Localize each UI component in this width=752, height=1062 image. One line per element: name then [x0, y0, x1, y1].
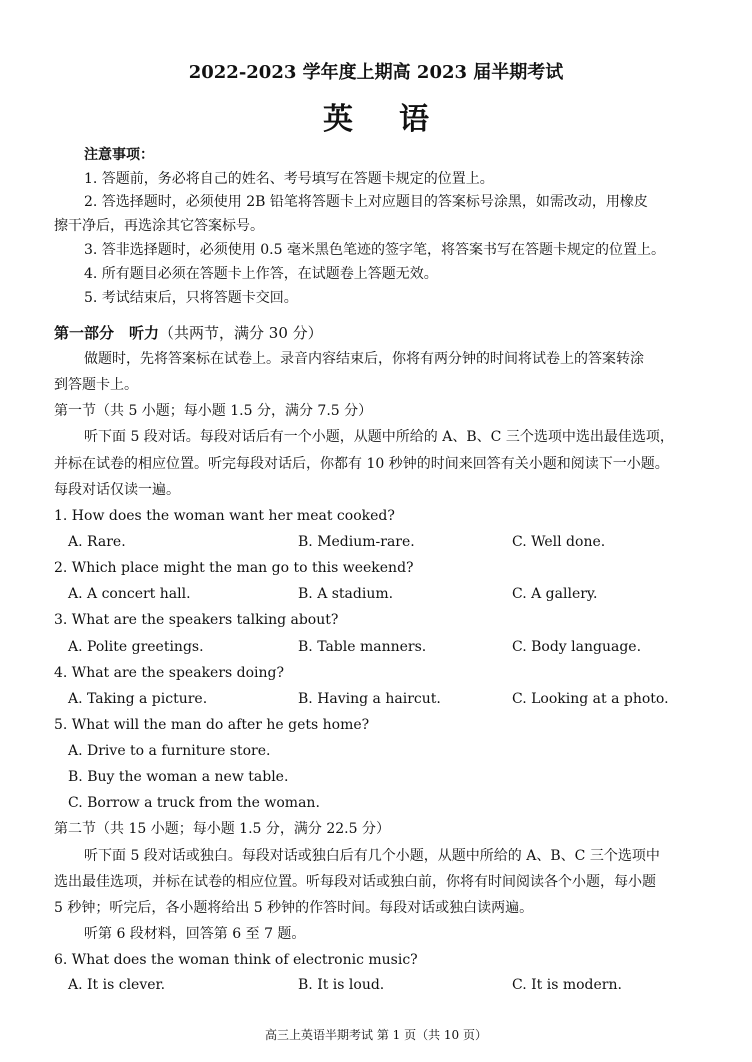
- notice-item: 4. 所有题目必须在答题卡上作答，在试题卷上答题无效。: [84, 266, 438, 282]
- option-c: C. Well done.: [512, 534, 606, 550]
- question-stem: 3. What are the speakers talking about?: [54, 612, 339, 628]
- option-b: B. Table manners.: [298, 639, 427, 655]
- section1-intro: 每段对话仅读一遍。: [54, 482, 180, 498]
- section2-intro: 选出最佳选项，并标在试卷的相应位置。听每段对话或独白前，你将有时间阅读各个小题，每小题: [54, 874, 656, 890]
- section2-intro: 听下面 5 段对话或独白。每段对话或独白后有几个小题，从题中所给的 A、B、C 三个选项中: [84, 848, 660, 864]
- material-note: 听第 6 段材料，回答第 6 至 7 题。: [84, 926, 306, 942]
- notice-item: 擦干净后，再选涂其它答案标号。: [54, 218, 264, 234]
- option-a: A. It is clever.: [68, 977, 166, 993]
- option-a: A. Taking a picture.: [68, 691, 208, 707]
- option-b: B. It is loud.: [298, 977, 385, 993]
- question-stem: 2. Which place might the man go to this weekend?: [54, 560, 414, 576]
- part1-heading-rest: （共两节，满分 30 分）: [159, 324, 323, 342]
- subject-title: 英语: [323, 102, 475, 137]
- notice-heading: 注意事项：: [84, 147, 154, 163]
- option-c: C. Body language.: [512, 639, 642, 655]
- page-footer: 高三上英语半期考试 第 1 页（共 10 页）: [265, 1028, 487, 1042]
- part1-heading: [54, 324, 323, 342]
- option-c: C. It is modern.: [512, 977, 622, 993]
- notice-item: 5. 考试结束后，只将答题卡交回。: [84, 290, 298, 306]
- notice-item: 2. 答选择题时，必须使用 2B 铅笔将答题卡上对应题目的答案标号涂黑，如需改动，用橡皮: [84, 194, 648, 210]
- option-c: C. Looking at a photo.: [512, 691, 669, 707]
- section1-intro: 听下面 5 段对话。每段对话后有一个小题，从题中所给的 A、B、C 三个选项中选出最佳选项，: [84, 429, 674, 445]
- section2-intro: 5 秒钟；听完后，各小题将给出 5 秒钟的作答时间。每段对话或独白读两遍。: [54, 900, 534, 916]
- option-b: B. Having a haircut.: [298, 691, 441, 707]
- option-a: A. Rare.: [68, 534, 126, 550]
- part1-heading-bold: 第一部分 听力: [54, 324, 160, 342]
- part1-intro: 到答题卡上。: [54, 377, 138, 393]
- question-stem: 5. What will the man do after he gets home?: [54, 717, 370, 733]
- question-stem: 1. How does the woman want her meat cooked?: [54, 508, 395, 524]
- part1-intro: 做题时，先将答案标在试卷上。录音内容结束后，你将有两分钟的时间将试卷上的答案转涂: [84, 351, 644, 367]
- option-c: C. Borrow a truck from the woman.: [68, 795, 320, 811]
- option-a: A. Polite greetings.: [68, 639, 204, 655]
- exam-title: 2022-2023 学年度上期高 2023 届半期考试: [188, 62, 564, 83]
- section1-intro: 并标在试卷的相应位置。听完每段对话后，你都有 10 秒钟的时间来回答有关小题和阅读下一小题。: [54, 456, 669, 472]
- question-stem: 4. What are the speakers doing?: [54, 665, 285, 681]
- option-b: B. Medium-rare.: [298, 534, 415, 550]
- option-b: B. A stadium.: [298, 586, 394, 602]
- section1-heading: 第一节（共 5 小题；每小题 1.5 分，满分 7.5 分）: [54, 403, 373, 419]
- notice-item: 1. 答题前，务必将自己的姓名、考号填写在答题卡规定的位置上。: [84, 171, 494, 187]
- notice-item: 3. 答非选择题时，必须使用 0.5 毫米黑色笔迹的签字笔，将答案书写在答题卡规定的位置上。: [84, 242, 665, 258]
- section2-heading: 第二节（共 15 小题；每小题 1.5 分，满分 22.5 分）: [54, 821, 390, 837]
- option-b: B. Buy the woman a new table.: [68, 769, 289, 785]
- option-a: A. A concert hall.: [68, 586, 191, 602]
- question-stem: 6. What does the woman think of electronic music?: [54, 952, 418, 968]
- option-a: A. Drive to a furniture store.: [68, 743, 271, 759]
- option-c: C. A gallery.: [512, 586, 598, 602]
